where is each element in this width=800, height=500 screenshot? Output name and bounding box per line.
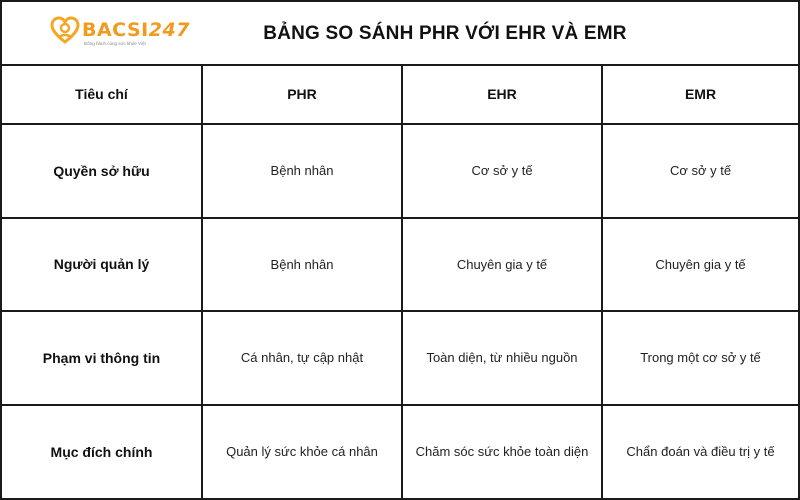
table-row (2, 124, 798, 217)
criterion-ownership: Quyền sở hữu (2, 124, 202, 217)
cell-ehr: Chăm sóc sức khỏe toàn diện (402, 405, 602, 498)
cell-phr: Cá nhân, tự cập nhật (202, 311, 402, 404)
cell-phr: Quản lý sức khỏe cá nhân (202, 405, 402, 498)
cell-emr: Cơ sở y tế (602, 124, 798, 217)
column-header-criteria: Tiêu chí (2, 64, 202, 124)
cell-phr: Bệnh nhân (202, 124, 402, 217)
cell-ehr: Chuyên gia y tế (402, 218, 602, 311)
criterion-scope: Phạm vi thông tin (2, 311, 202, 404)
table-row (2, 405, 798, 498)
table-header-row (2, 64, 798, 124)
column-header-emr: EMR (602, 64, 798, 124)
comparison-table (2, 64, 798, 498)
cell-phr: Bệnh nhân (202, 218, 402, 311)
cell-emr: Chẩn đoán và điều trị y tế (602, 405, 798, 498)
column-header-ehr: EHR (402, 64, 602, 124)
column-header-phr: PHR (202, 64, 402, 124)
logo-tagline: Đồng hành cùng sức khỏe Việt (84, 41, 146, 46)
table-row (2, 218, 798, 311)
heart-logo-icon (50, 16, 80, 46)
cell-emr: Chuyên gia y tế (602, 218, 798, 311)
table-row (2, 311, 798, 404)
header-bar (2, 2, 798, 66)
page-title: BẢNG SO SÁNH PHR VỚI EHR VÀ EMR (263, 23, 627, 44)
logo-wordmark: BACSI247 (82, 19, 190, 41)
cell-ehr: Toàn diện, từ nhiều nguồn (402, 311, 602, 404)
cell-ehr: Cơ sở y tế (402, 124, 602, 217)
criterion-manager: Người quản lý (2, 218, 202, 311)
cell-emr: Trong một cơ sở y tế (602, 311, 798, 404)
criterion-purpose: Mục đích chính (2, 405, 202, 498)
